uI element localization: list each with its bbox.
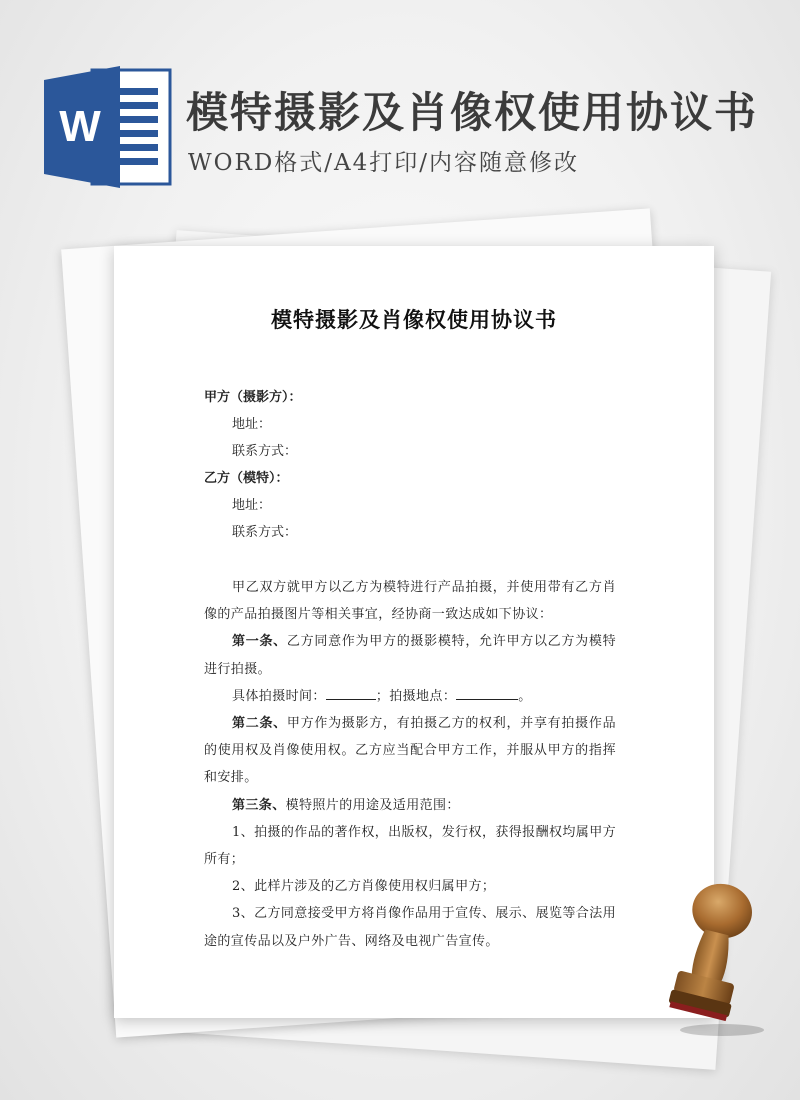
party-b-heading: 乙方（模特）： bbox=[204, 471, 289, 486]
article-1 bbox=[204, 628, 616, 682]
schedule-end: 。 bbox=[518, 688, 532, 704]
list-item-1: 1、拍摄的作品的著作权，出版权，发行权，获得报酬权均属甲方所有； bbox=[204, 824, 616, 868]
party-b-address: 地址： bbox=[232, 498, 272, 513]
word-icon-letter: W bbox=[59, 102, 101, 151]
word-document-icon bbox=[44, 66, 172, 188]
party-b-contact: 联系方式： bbox=[232, 525, 298, 540]
wooden-stamp-icon bbox=[652, 880, 770, 1036]
shoot-time-label: 具体拍摄时间： bbox=[232, 688, 326, 704]
article-1-text: 乙方同意作为甲方的摄影模特，允许甲方以乙方为模特进行拍摄。 bbox=[204, 634, 616, 677]
shoot-place-label: 拍摄地点： bbox=[389, 688, 457, 704]
document-title: 模特摄影及肖像权使用协议书 bbox=[271, 307, 557, 332]
shoot-place-blank bbox=[456, 687, 518, 700]
document-page bbox=[114, 246, 714, 1018]
page-subtitle: WORD格式/A4打印/内容随意修改 bbox=[188, 150, 579, 176]
article-2-label: 第二条、 bbox=[232, 716, 287, 732]
article-3-label: 第三条、 bbox=[232, 797, 286, 813]
intro-paragraph: 甲乙双方就甲方以乙方为模特进行产品拍摄，并使用带有乙方肖像的产品拍摄图片等相关事宜，经协商一致达成如下协议： bbox=[204, 580, 616, 623]
header bbox=[0, 0, 800, 215]
article-2 bbox=[204, 710, 616, 792]
shoot-schedule bbox=[204, 683, 616, 710]
article-2-text: 甲方作为摄影方，有拍摄乙方的权利，并享有拍摄作品的使用权及肖像使用权。乙方应当配合甲方工作，并服从甲方的指挥和安排。 bbox=[204, 716, 616, 786]
list-item-2: 2、此样片涉及的乙方肖像使用权归属甲方； bbox=[232, 879, 496, 895]
article-3 bbox=[204, 792, 616, 819]
article-3-text: 模特照片的用途及适用范围： bbox=[285, 797, 460, 813]
party-a-contact: 联系方式： bbox=[232, 444, 298, 459]
list-item-3: 3、乙方同意接受甲方将肖像作品用于宣传、展示、展览等合法用途的宣传品以及户外广告、网络及电视广告宣传。 bbox=[204, 906, 616, 949]
document-body bbox=[204, 384, 616, 955]
party-a-address: 地址： bbox=[232, 417, 272, 432]
article-1-label: 第一条、 bbox=[232, 634, 287, 650]
party-a-heading: 甲方（摄影方）： bbox=[204, 390, 302, 405]
page-title: 模特摄影及肖像权使用协议书 bbox=[186, 88, 759, 137]
shoot-time-blank bbox=[326, 687, 376, 700]
schedule-separator: ； bbox=[375, 688, 390, 704]
